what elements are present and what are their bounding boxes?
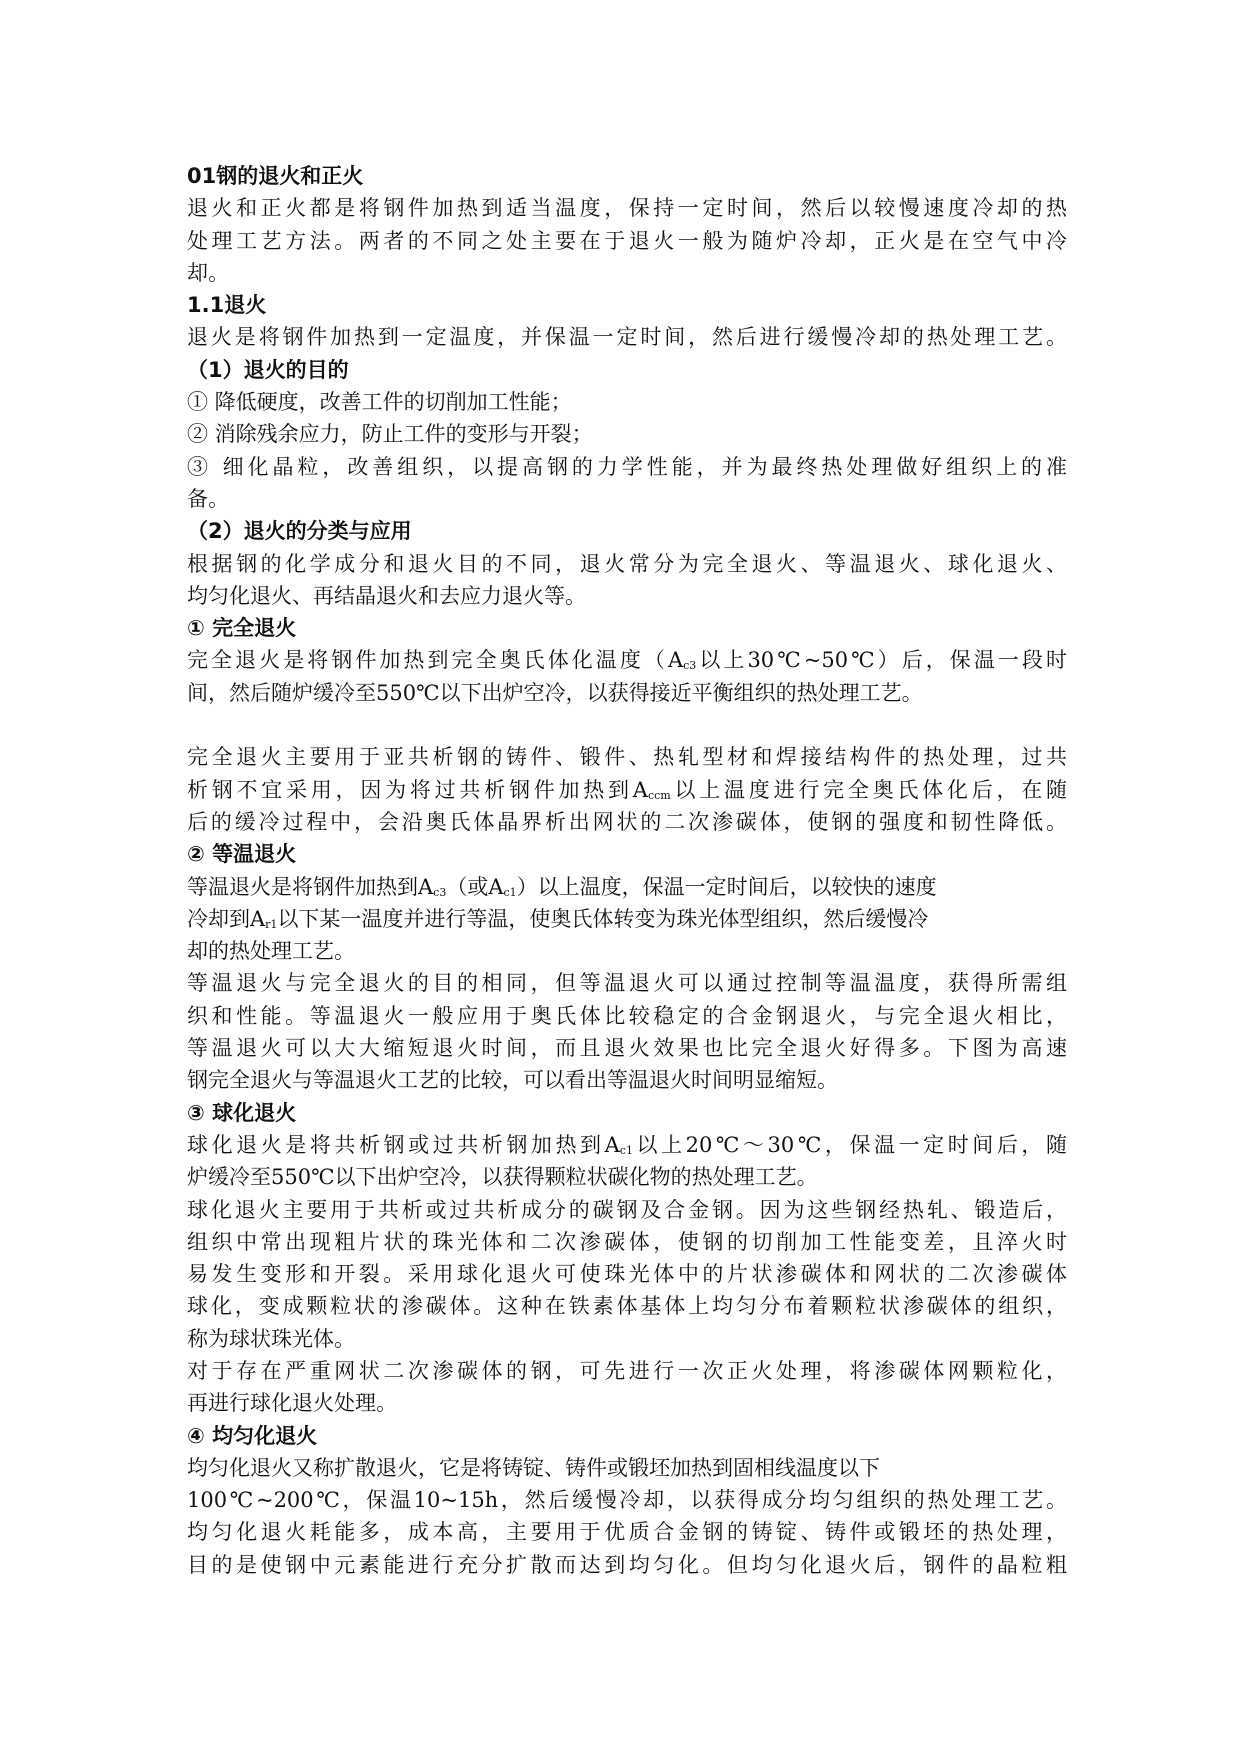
subscript: c3 [683,659,697,673]
text-line: 等温退火与完全退火的目的相同，但等温退火可以通过控制等温温度，获得所需组 [187,971,1067,996]
text-segment: 以上20℃～30℃，保温一定时间后，随 [632,1132,1067,1157]
section-heading: ① 完全退火 [187,616,297,641]
text-line: 钢完全退火与等温退火工艺的比较，可以看出等温退火时间明显缩短。 [187,1068,838,1093]
text-line: 球化退火主要用于共析或过共析成分的碳钢及合金钢。因为这些钢经热轧、锻造后， [187,1197,1067,1222]
text-line: 却。 [187,260,229,285]
text-segment: 冷却到A [187,906,266,931]
text-segment: 球化退火是将共析钢或过共析钢加热到A [187,1132,620,1157]
text-line [187,871,1067,903]
text-line: ① 降低硬度，改善工件的切削加工性能； [187,390,572,415]
text-line: 备。 [187,486,229,511]
text-segment: 以上温度进行完全奥氏体化后，在随 [670,777,1067,802]
text-segment: 析钢不宜采用，因为将过共析钢件加热到A [187,777,648,802]
section-heading: 1.1退火 [187,293,267,318]
text-line: 100℃~200℃，保温10~15h，然后缓慢冷却，以获得成分均匀组织的热处理工艺。 [187,1488,1067,1513]
text-line: ② 消除残余应力，防止工件的变形与开裂； [187,422,593,447]
text-line: 均匀化退火、再结晶退火和去应力退火等。 [187,583,586,608]
text-segment: ）以上温度，保温一定时间后，以较快的速度 [516,874,937,899]
text-segment: 完全退火是将钢件加热到完全奥氏体化温度（A [187,648,684,673]
section-heading: （1）退火的目的 [187,357,349,382]
blank-line [187,709,1067,741]
text-line [187,903,1067,935]
section-heading: ④ 均匀化退火 [187,1423,318,1448]
text-line: 对于存在严重网状二次渗碳体的钢，可先进行一次正火处理，将渗碳体网颗粒化， [187,1358,1067,1383]
text-line: 易发生变形和开裂。采用球化退火可使珠光体中的片状渗碳体和网状的二次渗碳体 [187,1262,1067,1287]
text-line: 目的是使钢中元素能进行充分扩散而达到均匀化。但均匀化退火后，钢件的晶粒粗 [187,1552,1067,1577]
subscript: c1 [503,885,517,899]
text-segment: 以下某一温度并进行等温，使奥氏体转变为珠光体型组织，然后缓慢冷 [277,906,929,931]
text-line: 却的热处理工艺。 [187,939,355,964]
section-heading: 01钢的退火和正火 [187,164,364,188]
subscript: r1 [265,917,278,931]
subscript: ccm [647,788,671,802]
text-line: 退火是将钢件加热到一定温度，并保温一定时间，然后进行缓慢冷却的热处理工艺。 [187,325,1067,350]
subscript: c3 [433,885,447,899]
text-line: 根据钢的化学成分和退火目的不同，退火常分为完全退火、等温退火、球化退火、 [187,551,1067,576]
text-line: ③ 细化晶粒，改善组织，以提高钢的力学性能，并为最终热处理做好组织上的准 [187,454,1067,479]
section-heading: ② 等温退火 [187,842,297,867]
section-heading: （2）退火的分类与应用 [187,519,412,544]
text-segment: （或A [446,874,504,899]
text-segment: 等温退火是将钢件加热到A [187,874,434,899]
text-line [187,644,1067,676]
text-line [187,774,1067,806]
text-line: 完全退火主要用于亚共析钢的铸件、锻件、热轧型材和焊接结构件的热处理，过共 [187,745,1067,770]
text-line: 再进行球化退火处理。 [187,1391,397,1416]
document-body [187,160,1067,1581]
text-line: 均匀化退火耗能多，成本高，主要用于优质合金钢的铸锭、铸件或锻坯的热处理， [187,1520,1067,1545]
text-line: 均匀化退火又称扩散退火，它是将铸锭、铸件或锻坯加热到固相线温度以下 [187,1455,880,1480]
text-line: 炉缓冷至550℃以下出炉空冷，以获得颗粒状碳化物的热处理工艺。 [187,1165,818,1190]
text-line: 后的缓冷过程中，会沿奥氏体晶界析出网状的二次渗碳体，使钢的强度和韧性降低。 [187,809,1067,834]
subscript: c1 [619,1143,633,1157]
text-segment: 以上30℃~50℃）后，保温一段时 [696,648,1067,673]
text-line: 退火和正火都是将钢件加热到适当温度，保持一定时间，然后以较慢速度冷却的热 [187,196,1067,221]
section-heading: ③ 球化退火 [187,1100,297,1125]
text-line: 处理工艺方法。两者的不同之处主要在于退火一般为随炉冷却，正火是在空气中冷 [187,228,1067,253]
text-line: 称为球状珠光体。 [187,1326,355,1351]
text-line: 组织中常出现粗片状的珠光体和二次渗碳体，使钢的切削加工性能变差，且淬火时 [187,1229,1067,1254]
text-line: 间，然后随炉缓冷至550℃以下出炉空冷，以获得接近平衡组织的热处理工艺。 [187,680,923,705]
text-line: 等温退火可以大大缩短退火时间，而且退火效果也比完全退火好得多。下图为高速 [187,1036,1067,1061]
text-line: 球化，变成颗粒状的渗碳体。这种在铁素体基体上均匀分布着颗粒状渗碳体的组织， [187,1294,1067,1319]
text-line [187,1129,1067,1161]
text-line: 织和性能。等温退火一般应用于奥氏体比较稳定的合金钢退火，与完全退火相比， [187,1003,1067,1028]
